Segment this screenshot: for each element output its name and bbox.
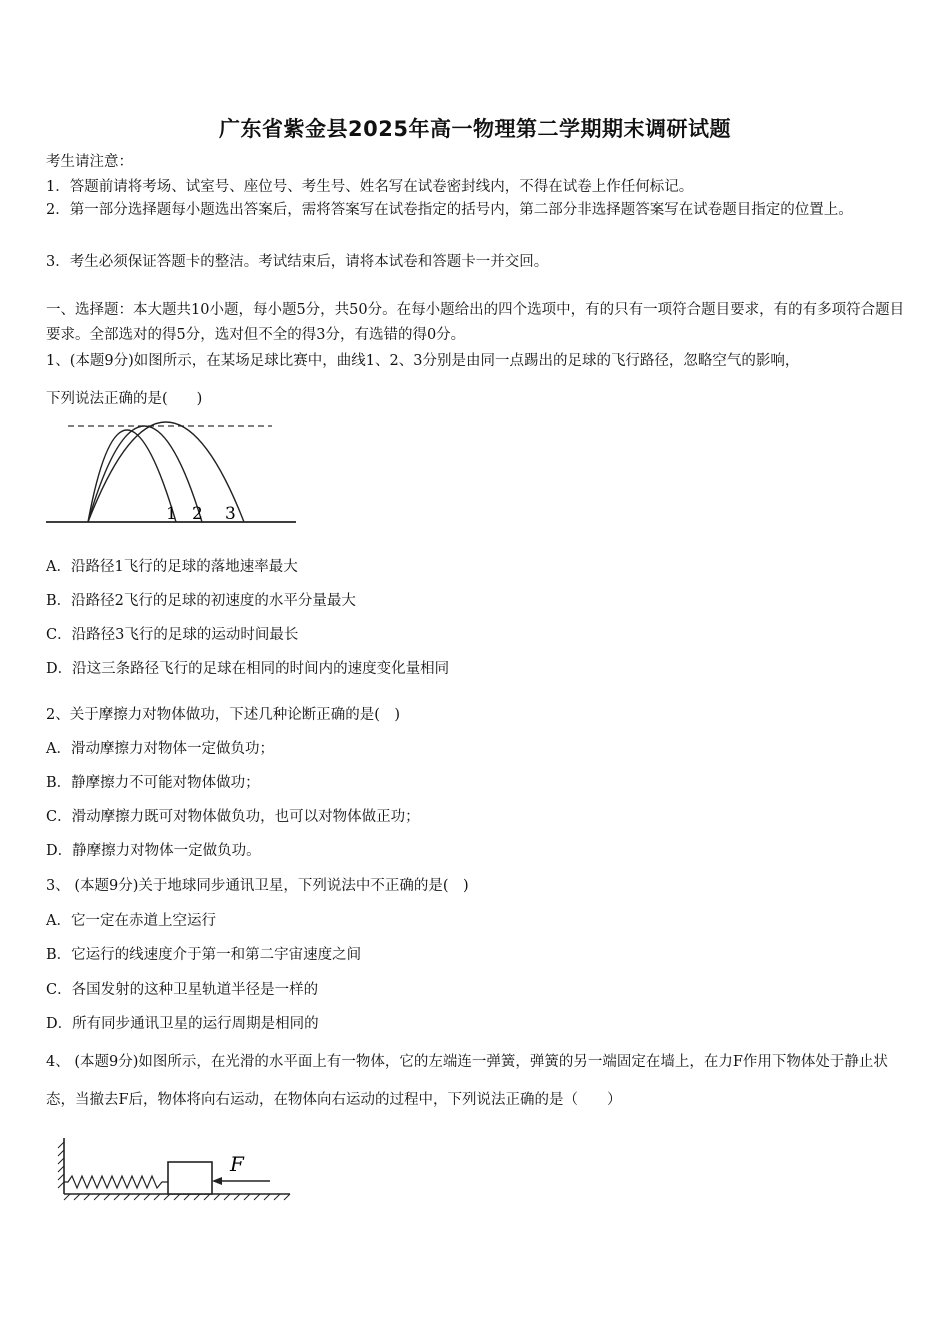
- trajectory-label-1: 1: [166, 504, 177, 524]
- force-label: F: [230, 1152, 244, 1176]
- q3-option-c: C．各国发射的这种卫星轨道半径是一样的: [46, 982, 319, 998]
- trajectory-figure: [44, 418, 300, 528]
- block: [168, 1162, 212, 1194]
- spring-block-figure: [56, 1134, 296, 1204]
- q3-option-b: B．它运行的线速度介于第一和第二宇宙速度之间: [46, 947, 362, 963]
- q1-stem-line2: 下列说法正确的是( ): [46, 391, 203, 407]
- q4-stem: 4、 (本题9分)如图所示，在光滑的水平面上有一物体，它的左端连一弹簧，弹簧的另一端固定在墙上，在力F作用下物体处于静止状态，当撤去F后，物体将向右运动，在物体向右运动的过程中，下列说法正确的是（ ）: [46, 1054, 888, 1108]
- q2-option-c: C．滑动摩擦力既可对物体做负功，也可以对物体做正功；: [46, 809, 420, 825]
- q3-option-a: A．它一定在赤道上空运行: [46, 913, 216, 929]
- force-arrow-head: [212, 1177, 222, 1185]
- trajectory-label-3: 3: [225, 504, 236, 524]
- notice-item-2: 2．第一部分选择题每小题选出答案后，需将答案写在试卷指定的括号内，第二部分非选择题答案写在试卷题目指定的位置上。: [46, 202, 853, 218]
- wall-hatching: [58, 1142, 64, 1188]
- q3-option-d: D．所有同步通讯卫星的运行周期是相同的: [46, 1016, 319, 1032]
- trajectory-label-2: 2: [192, 504, 203, 524]
- section-1-instructions: 一、选择题：本大题共10小题，每小题5分，共50分。在每小题给出的四个选项中，有的只有一项符合题目要求，有的有多项符合题目要求。全部选对的得5分，选对但不全的得3分，有选错的得0分。: [46, 302, 905, 343]
- spring: [64, 1176, 168, 1188]
- q2-option-a: A．滑动摩擦力对物体一定做负功；: [46, 741, 274, 757]
- trajectory-1: [88, 430, 176, 522]
- q1-stem-line1: 1、(本题9分)如图所示，在某场足球比赛中，曲线1、2、3分别是由同一点踢出的足球的飞行路径，忽略空气的影响，: [46, 353, 800, 369]
- notice-item-3: 3．考生必须保证答题卡的整洁。考试结束后，请将本试卷和答题卡一并交回。: [46, 254, 549, 270]
- q1-option-d: D．沿这三条路径飞行的足球在相同的时间内的速度变化量相同: [46, 661, 450, 677]
- q2-option-d: D．静摩擦力对物体一定做负功。: [46, 843, 261, 859]
- notice-item-1: 1．答题前请将考场、试室号、座位号、考生号、姓名写在试卷密封线内，不得在试卷上作任何标记。: [46, 179, 694, 195]
- q1-option-b: B．沿路径2飞行的足球的初速度的水平分量最大: [46, 593, 356, 609]
- q2-option-b: B．静摩擦力不可能对物体做功；: [46, 775, 260, 791]
- floor-hatching: [64, 1194, 290, 1200]
- trajectory-2: [88, 426, 202, 522]
- q3-stem: 3、 (本题9分)关于地球同步通讯卫星，下列说法中不正确的是( ): [46, 878, 469, 894]
- page-title: 广东省紫金县2025年高一物理第二学期期末调研试题: [219, 117, 731, 141]
- q1-option-a: A．沿路径1飞行的足球的落地速率最大: [46, 559, 298, 575]
- q2-stem: 2、关于摩擦力对物体做功，下述几种论断正确的是( ): [46, 707, 401, 723]
- q1-option-c: C．沿路径3飞行的足球的运动时间最长: [46, 627, 299, 643]
- notice-heading: 考生请注意：: [46, 154, 133, 170]
